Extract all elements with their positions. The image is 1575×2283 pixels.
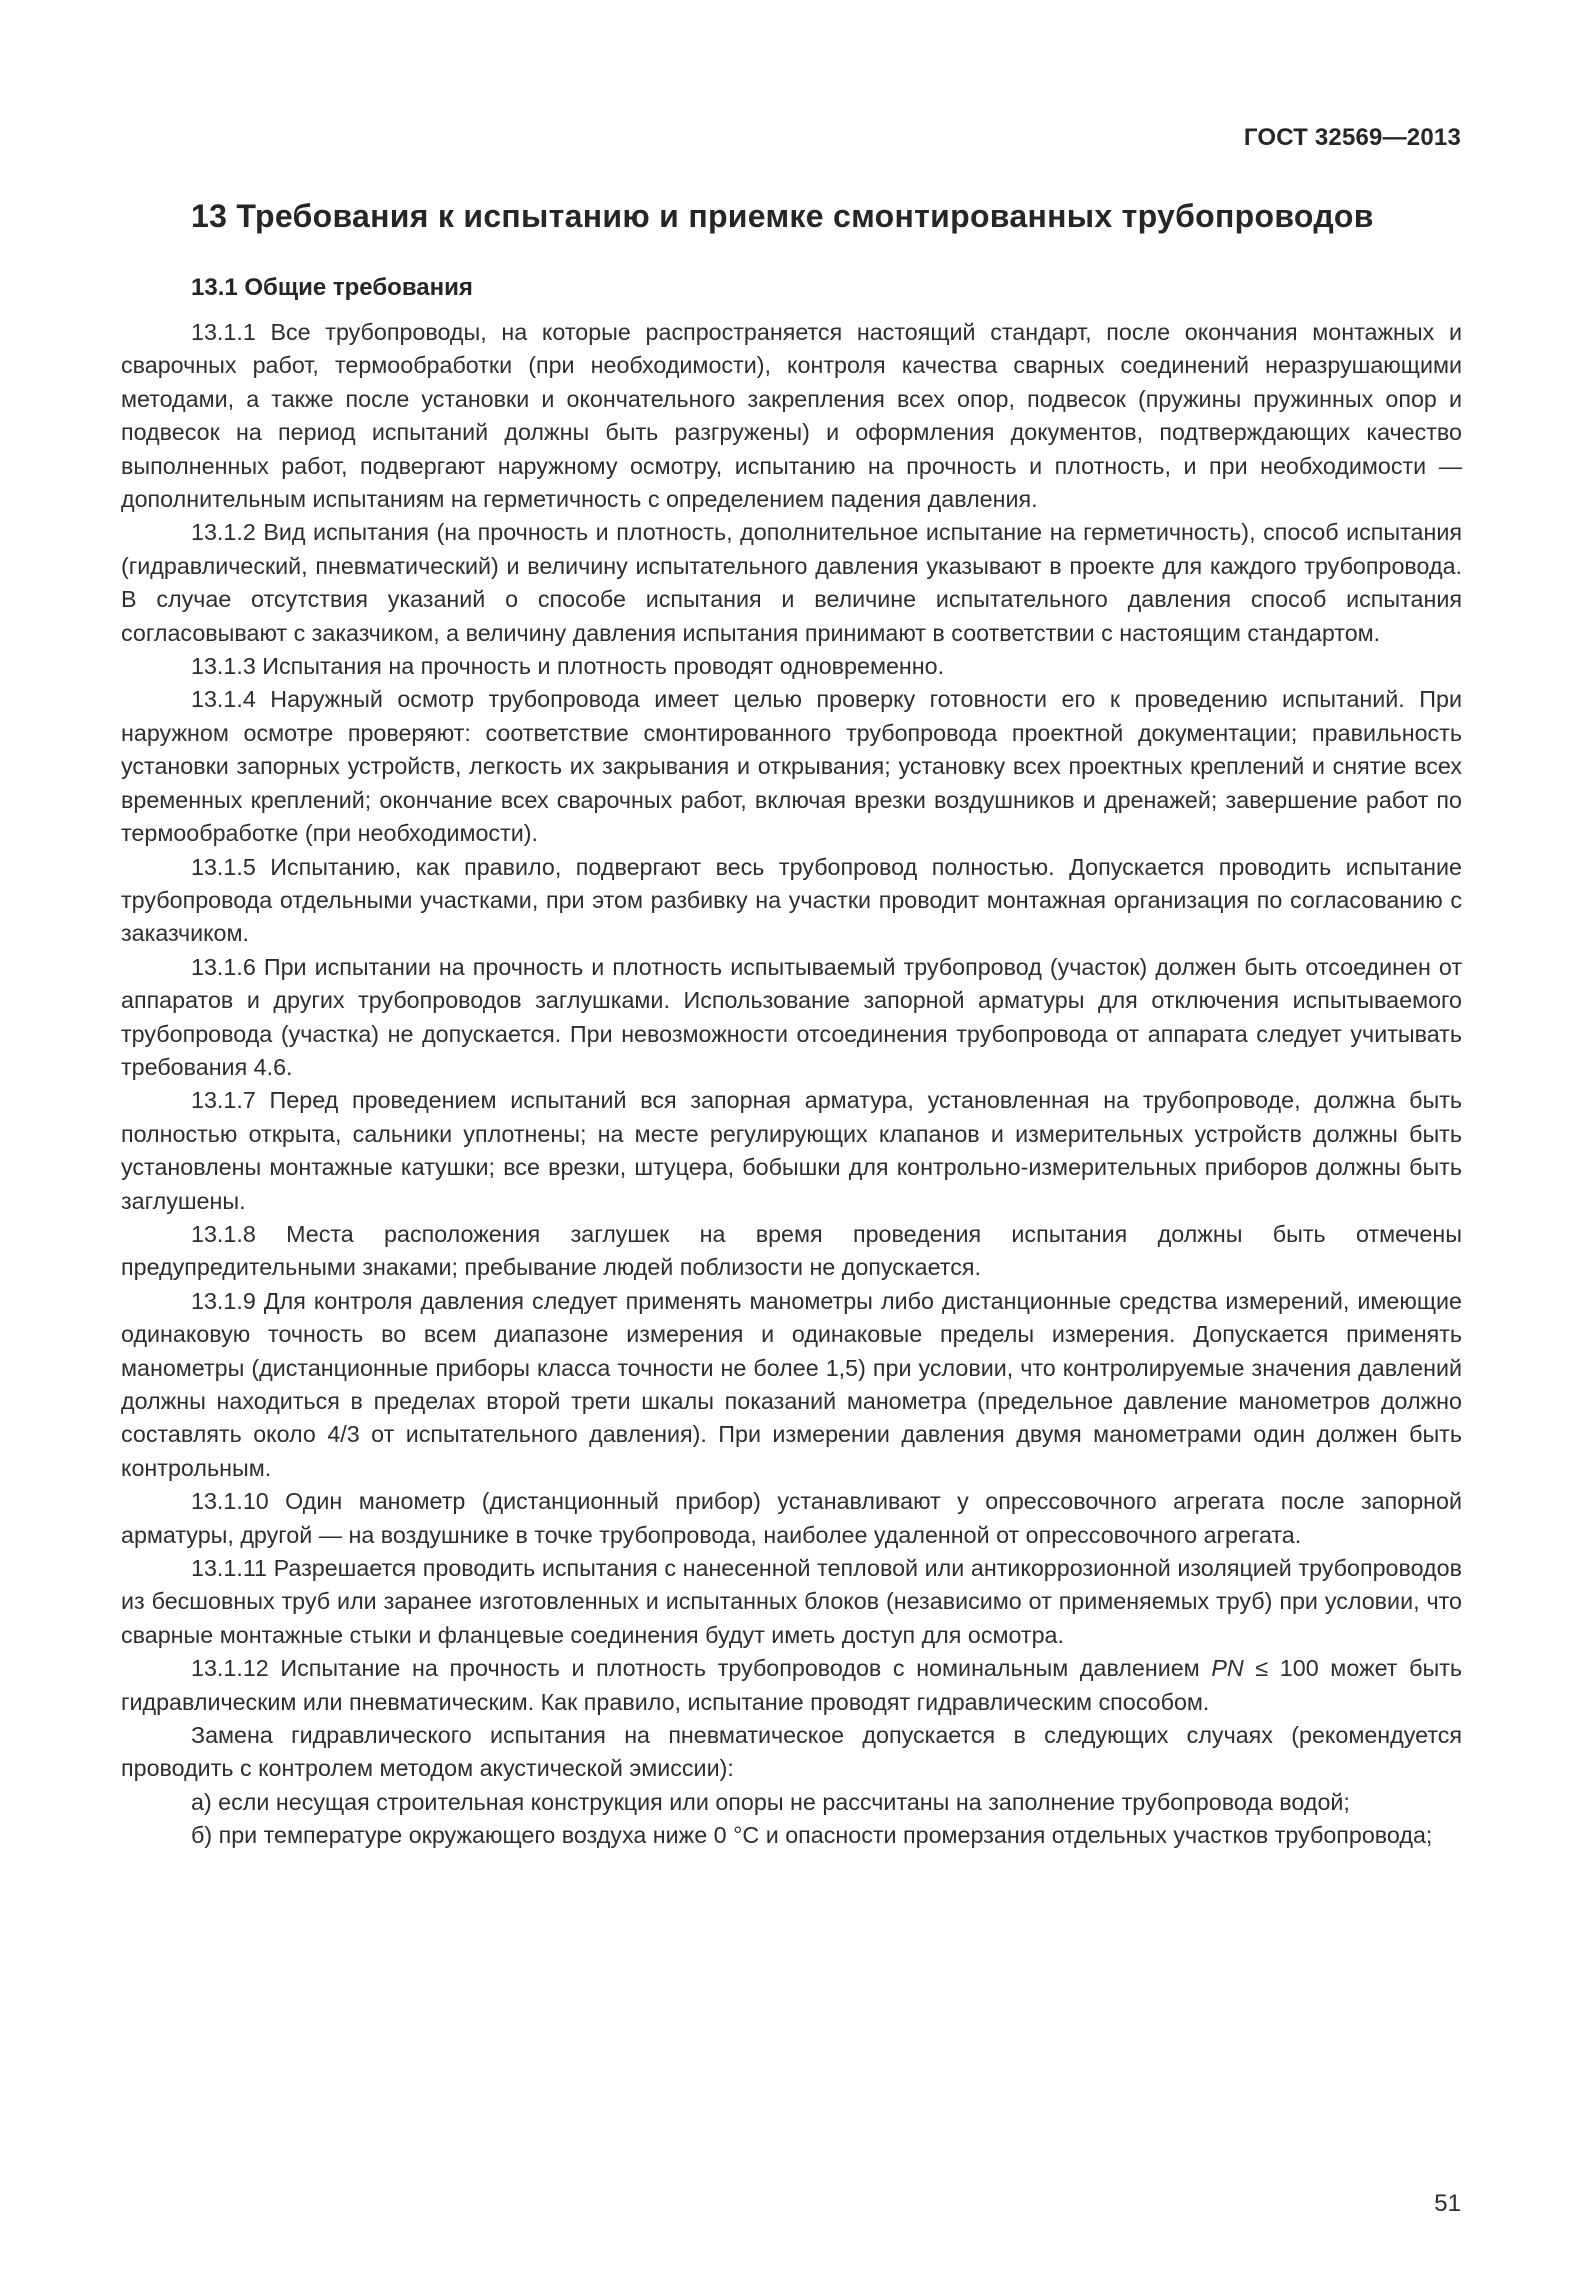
paragraph-13-1-1: 13.1.1 Все трубопроводы, на которые распространяется настоящий стандарт, после окончания монтажных и сварочных работ, термообработки (при необходимости), контроля качества сварных соединений неразрушающими методами, а также после установки и окончательного закрепления всех опор, подвесок (пружины пружинных опор и подвесок на период испытаний должны быть разгружены) и оформления документов, подтверждающих качество выполненных работ, подвергают наружному осмотру, испытанию на прочность и плотность, и при необходимости — дополнительным испытаниям на герметичность с определением падения давления. [121,319,1462,513]
body-text [121,316,1462,1853]
document-code: ГОСТ 32569—2013 [1243,124,1461,151]
paragraph-replacement: Замена гидравлического испытания на пневматическое допускается в следующих случаях (рекомендуется проводить с контролем методом акустической эмиссии): [121,1722,1462,1782]
paragraph-13-1-10: 13.1.10 Один манометр (дистанционный прибор) устанавливают у опрессовочного агрегата после запорной арматуры, другой — на воздушнике в точке трубопровода, наиболее удаленной от опрессовочного агрегата. [121,1488,1462,1548]
section-title: 13 Требования к испытанию и приемке смонтированных трубопроводов [191,198,1374,234]
paragraph-13-1-8: 13.1.8 Места расположения заглушек на время проведения испытания должны быть отмечены предупредительными знаками; пребывание людей поблизости не допускается. [121,1220,1462,1281]
paragraph-13-1-4: 13.1.4 Наружный осмотр трубопровода имеет целью проверку готовности его к проведению испытаний. При наружном осмотре проверяют: соответствие смонтированного трубопровода проектной документации; правильность установки запорных устройств, легкость их закрывания и открывания; установку всех проектных креплений и снятие всех временных креплений; окончание всех сварочных работ, включая врезки воздушников и дренажей; завершение работ по термообработке (при необходимости). [121,686,1462,847]
paragraph-13-1-7: 13.1.7 Перед проведением испытаний вся запорная арматура, установленная на трубопроводе, должна быть полностью открыта, сальники уплотнены; на месте регулирующих клапанов и измерительных устройств должны быть установлены монтажные катушки; все врезки, штуцера, бобышки для контрольно-измерительных приборов должны быть заглушены. [121,1087,1462,1214]
paragraph-13-1-12 [121,1652,1462,1719]
paragraph-13-1-11: 13.1.11 Разрешается проводить испытания с нанесенной тепловой или антикоррозионной изоляцией трубопроводов из бесшовных труб или заранее изготовленных и испытанных блоков (независимо от применяемых труб) при условии, что сварные монтажные стыки и фланцевые соединения будут иметь доступ для осмотра. [121,1555,1462,1648]
nominal-pressure-symbol: PN [1211,1655,1244,1682]
paragraph-13-1-3: 13.1.3 Испытания на прочность и плотность проводят одновременно. [191,653,945,680]
subsection-title: 13.1 Общие требования [191,274,473,301]
paragraph-13-1-9: 13.1.9 Для контроля давления следует применять манометры либо дистанционные средства измерений, имеющие одинаковую точность во всем диапазоне измерения и одинаковые пределы измерения. Допускается применять манометры (дистанционные приборы класса точности не более 1,5) при условии, что контролируемые значения давлений должны находиться в пределах второй трети шкалы показаний манометра (предельное давление манометров должно составлять около 4/3 от испытательного давления). При измерении давления двумя манометрами один должен быть контрольным. [121,1287,1462,1481]
paragraph-13-1-12-start: 13.1.12 Испытание на прочность и плотность трубопроводов с номинальным давлением [191,1655,1212,1682]
paragraph-13-1-12-end: ≤ 100 может быть гидравлическим или пневматическим. Как правило, испытание проводят гидравлическим способом. [121,1655,1463,1715]
paragraph-case-b: б) при температуре окружающего воздуха ниже 0 °С и опасности промерзания отдельных участков трубопровода; [191,1822,1433,1849]
paragraph-13-1-5: 13.1.5 Испытанию, как правило, подвергают весь трубопровод полностью. Допускается проводить испытание трубопровода отдельными участками, при этом разбивку на участки проводит монтажная организация по согласованию с заказчиком. [121,853,1462,947]
paragraph-case-a: а) если несущая строительная конструкция или опоры не рассчитаны на заполнение трубопровода водой; [191,1788,1350,1815]
paragraph-13-1-2: 13.1.2 Вид испытания (на прочность и плотность, дополнительное испытание на герметичность), способ испытания (гидравлический, пневматический) и величину испытательного давления указывают в проекте для каждого трубопровода. В случае отсутствия указаний о способе испытания и величине испытательного давления способ испытания согласовывают с заказчиком, а величину давления испытания принимают в соответствии с настоящим стандартом. [121,519,1462,646]
page-number: 51 [1434,2190,1461,2217]
paragraph-13-1-6: 13.1.6 При испытании на прочность и плотность испытываемый трубопровод (участок) должен быть отсоединен от аппаратов и других трубопроводов заглушками. Использование запорной арматуры для отключения испытываемого трубопровода (участка) не допускается. При невозможности отсоединения трубопровода от аппарата следует учитывать требования 4.6. [121,953,1462,1080]
